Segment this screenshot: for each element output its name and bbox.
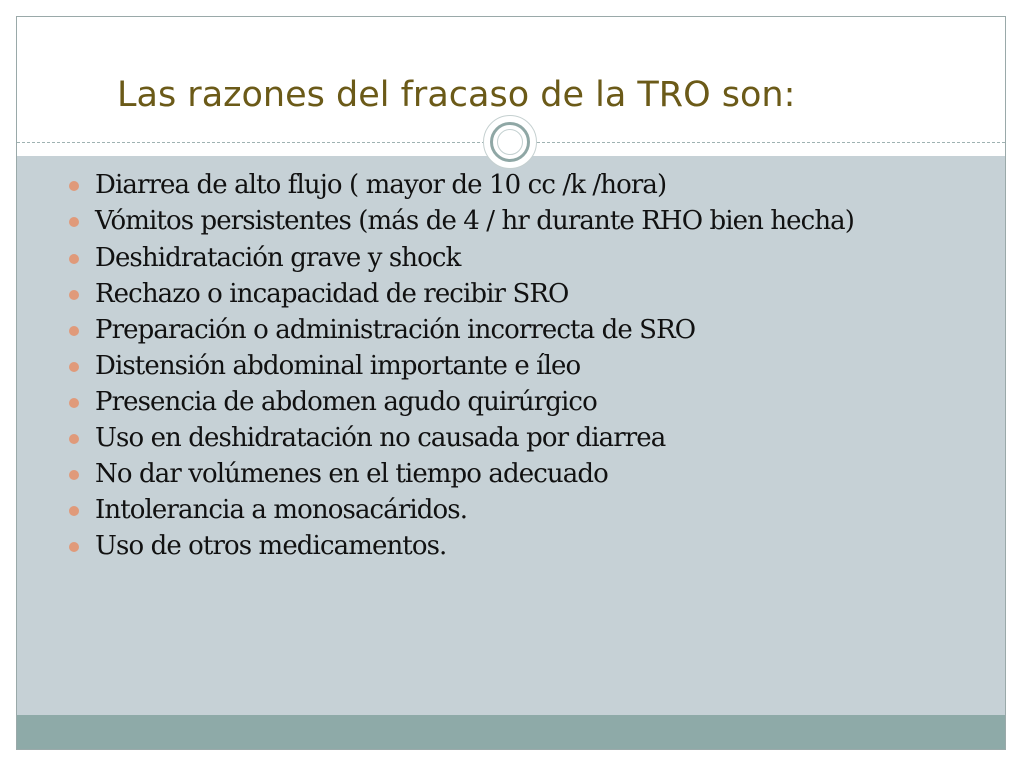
bullet-icon xyxy=(69,326,79,336)
list-item xyxy=(65,530,965,562)
list-item xyxy=(65,386,965,418)
list-item xyxy=(65,169,965,201)
bullet-icon xyxy=(69,398,79,408)
list-item-text: Preparación o administración incorrecta de SRO xyxy=(95,315,696,345)
bullet-icon xyxy=(69,434,79,444)
list-item xyxy=(65,314,965,346)
bullet-icon xyxy=(69,290,79,300)
list-item-text: Distensión abdominal importante e íleo xyxy=(95,351,581,381)
slide xyxy=(16,16,1006,750)
bullet-icon xyxy=(69,542,79,552)
list-item xyxy=(65,278,965,310)
list-item-text: Diarrea de alto flujo ( mayor de 10 cc /k /hora) xyxy=(95,170,667,200)
slide-title: Las razones del fracaso de la TRO son: xyxy=(117,75,796,115)
list-item xyxy=(65,422,965,454)
list-item xyxy=(65,494,965,526)
bullet-icon xyxy=(69,506,79,516)
list-item-text: Intolerancia a monosacáridos. xyxy=(95,495,468,525)
list-item-text: Deshidratación grave y shock xyxy=(95,243,461,273)
bullet-icon xyxy=(69,217,79,227)
list-item xyxy=(65,350,965,382)
list-item-text: Vómitos persistentes (más de 4 / hr durante RHO bien hecha) xyxy=(95,206,855,236)
divider-ornament xyxy=(483,115,537,169)
footer-bar xyxy=(17,715,1005,749)
list-item xyxy=(65,205,965,234)
list-item-text: No dar volúmenes en el tiempo adecuado xyxy=(95,459,608,489)
list-item-text: Presencia de abdomen agudo quirúrgico xyxy=(95,387,597,417)
ring-icon xyxy=(490,122,530,162)
list-item-text: Uso en deshidratación no causada por diarrea xyxy=(95,423,666,453)
bullet-icon xyxy=(69,181,79,191)
list-item-text: Rechazo o incapacidad de recibir SRO xyxy=(95,279,569,309)
bullet-list xyxy=(65,169,965,566)
list-item xyxy=(65,458,965,490)
bullet-icon xyxy=(69,362,79,372)
bullet-icon xyxy=(69,470,79,480)
bullet-icon xyxy=(69,254,79,264)
list-item xyxy=(65,242,965,274)
list-item-text: Uso de otros medicamentos. xyxy=(95,531,447,561)
